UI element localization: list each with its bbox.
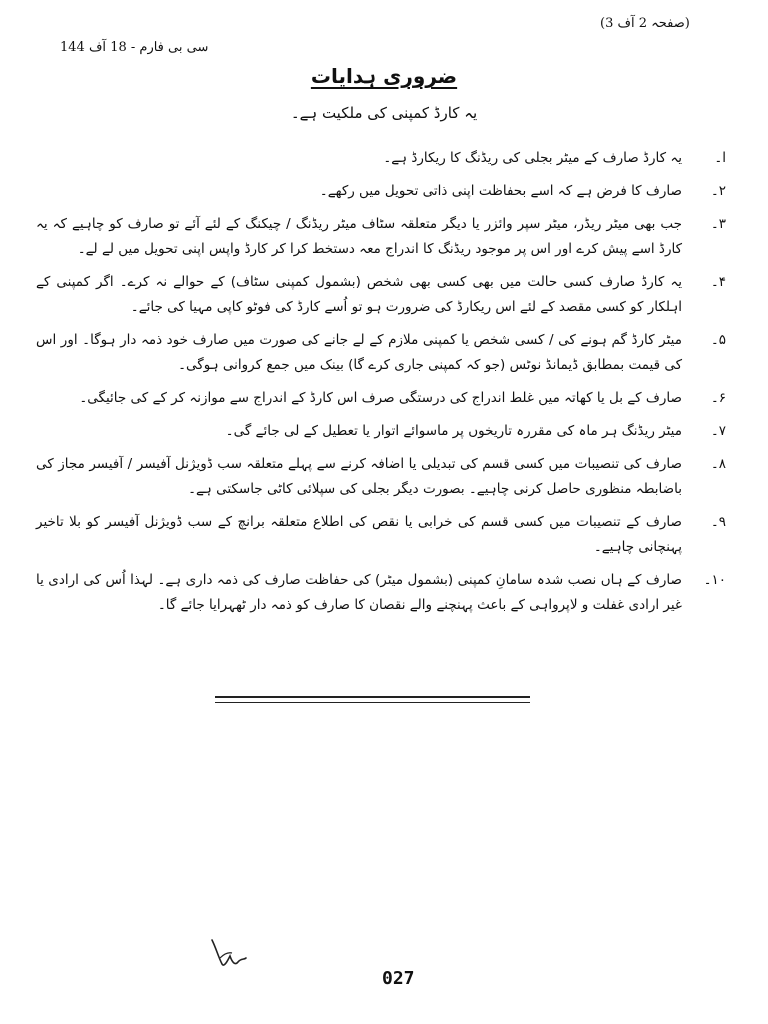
- instruction-text: یہ کارڈ صارف کے میٹر بجلی کی ریڈنگ کا ریکارڈ ہے۔: [383, 150, 682, 166]
- instruction-number: ۴۔: [710, 274, 726, 290]
- signature-mark: [208, 938, 248, 972]
- page-number: 027: [382, 968, 415, 989]
- instruction-text: یہ کارڈ صارف کسی حالت میں بھی کسی بھی شخص (بشمول کمپنی سٹاف) کے حوالے نہ کرے۔ اگر کمپنی کے اہلکار کو کسی مقصد کے لئے اس ریکارڈ کی ضرورت ہو تو اُسے کارڈ کی فوٹو کاپی مہیا کی جائے۔: [36, 274, 682, 315]
- instruction-text: صارف کے ہاں نصب شدہ سامانِ کمپنی (بشمول میٹر) کی حفاظت صارف کی ذمہ داری ہے۔ لہذا اُس کی ارادی یا غیر ارادی غفلت و لاپرواہی کے باعث پہنچنے والے نقصان کا صارف کو ذمہ دار ٹھہرایا جائے گا۔: [36, 572, 682, 613]
- instruction-number: ۹۔: [710, 514, 726, 530]
- instruction-item: [36, 419, 726, 444]
- instruction-number: ۵۔: [710, 332, 726, 348]
- instruction-item: [36, 146, 726, 171]
- instruction-item: [36, 328, 726, 378]
- instruction-item: [36, 212, 726, 262]
- instruction-text: صارف کے تنصیبات میں کسی قسم کی خرابی یا نقص کی اطلاع متعلقہ برانچ کے سب ڈویژنل آفیسر کو بلا تاخیر پہنچانی چاہیے۔: [36, 514, 682, 555]
- instructions-list: [36, 146, 726, 626]
- page-subtitle: یہ کارڈ کمپنی کی ملکیت ہے۔: [290, 104, 478, 122]
- instruction-item: [36, 452, 726, 502]
- instruction-number: ۶۔: [710, 390, 726, 406]
- page-reference: (صفحہ 2 آف 3): [600, 16, 690, 31]
- instruction-text: صارف کا فرض ہے کہ اسے بحفاظت اپنی ذاتی تحویل میں رکھے۔: [319, 183, 682, 199]
- page-title: ضروری ہدایات: [310, 64, 458, 88]
- double-rule-divider: [215, 696, 530, 703]
- instruction-number: ۱۰۔: [703, 572, 726, 588]
- instruction-number: ۸۔: [710, 456, 726, 472]
- instruction-text: صارف کے بل یا کھاتہ میں غلط اندراج کی درستگی صرف اس کارڈ کے اندراج سے موازنہ کر کے کی جائیگی۔: [79, 390, 682, 406]
- form-reference: سی بی فارم - 18 آف 144: [60, 40, 209, 55]
- instruction-text: میٹر کارڈ گم ہونے کی / کسی شخص یا کمپنی ملازم کے لے جانے کی صورت میں صارف خود ذمہ دار ہوگا۔ اور اس کی قیمت بمطابق ڈیمانڈ نوٹس (جو کہ کمپنی جاری کرے گا) بینک میں جمع کروانی ہوگی۔: [36, 332, 682, 373]
- instruction-number: ا۔: [714, 150, 726, 166]
- instruction-item: [36, 179, 726, 204]
- instruction-item: [36, 568, 726, 618]
- instruction-text: صارف کی تنصیبات میں کسی قسم کی تبدیلی یا اضافہ کرنے سے پہلے متعلقہ سب ڈویژنل آفیسر / آفیسر مجاز کی باضابطہ منظوری حاصل کرنی چاہیے۔ بصورت دیگر بجلی کی سپلائی کاٹی جاسکتی ہے۔: [36, 456, 682, 497]
- instruction-item: [36, 270, 726, 320]
- instruction-text: جب بھی میٹر ریڈر، میٹر سپر وائزر یا دیگر متعلقہ سٹاف میٹر ریڈنگ / چیکنگ کے لئے آئے تو صارف کو چاہیے کہ یہ کارڈ اسے پیش کرے اور اس پر موجود ریڈنگ کا اندراج معہ دستخط کرا کر کارڈ واپس اپنی تحویل میں لے لے۔: [36, 216, 682, 257]
- instruction-number: ۲۔: [710, 183, 726, 199]
- instruction-number: ۳۔: [710, 216, 726, 232]
- instruction-item: [36, 386, 726, 411]
- instruction-text: میٹر ریڈنگ ہر ماہ کی مقررہ تاریخوں پر ماسوائے اتوار یا تعطیل کے لی جائے گی۔: [225, 423, 682, 439]
- instruction-number: ۷۔: [710, 423, 726, 439]
- instruction-item: [36, 510, 726, 560]
